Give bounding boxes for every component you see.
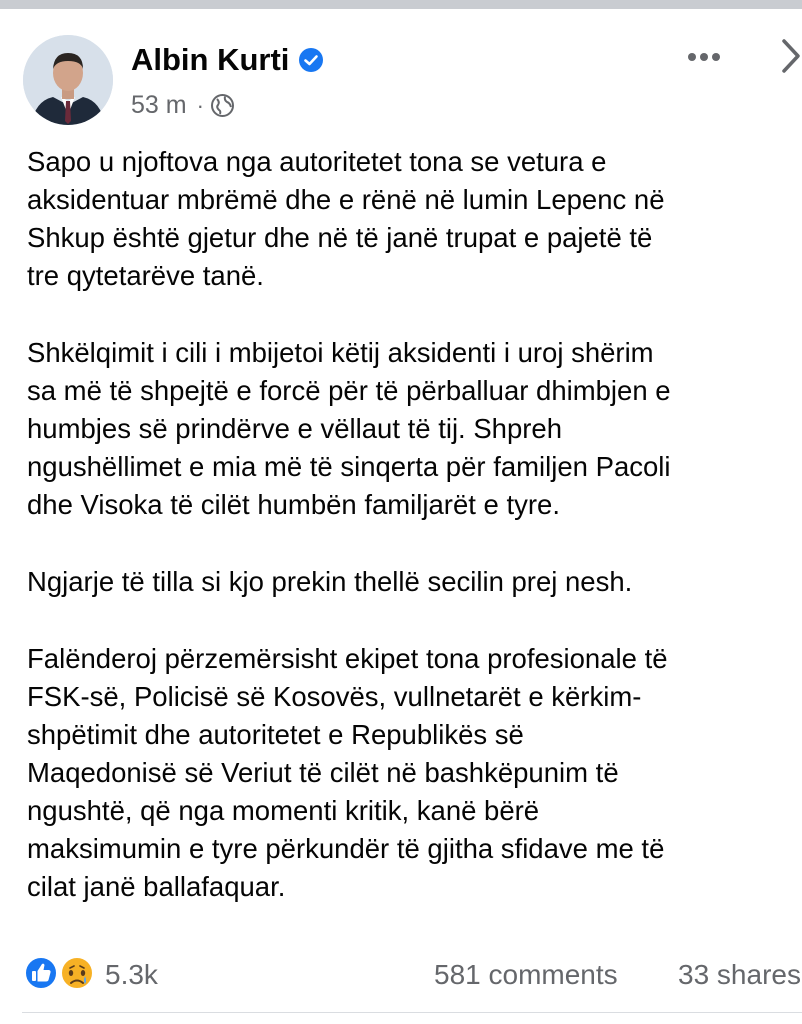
post-paragraph [27,640,802,906]
like-icon [25,957,57,989]
globe-icon [210,93,235,118]
text-line: cilat janë ballafaquar. [27,871,286,902]
text-line: Sapo u njoftova nga autoritetet tona se vetura e [27,146,607,177]
text-line: tre qytetarëve tanë. [27,260,264,291]
text-line: Shkëlqimit i cili i mbijetoi këtij aksidenti i uroj shërim [27,337,654,368]
post-card [0,9,802,1024]
text-line: shpëtimit dhe autoritetet e Republikës së [27,719,524,750]
post-author [131,42,324,78]
post-time[interactable]: 53 m [131,91,187,119]
text-line: aksidentuar mbrëmë dhe e rënë në lumin Lepenc në [27,184,665,215]
avatar[interactable] [23,35,113,125]
post-paragraph [27,143,802,295]
text-line: Maqedonisë së Veriut të cilët në bashkëpunim të [27,757,619,788]
top-strip [0,0,802,9]
post-paragraph [27,334,802,524]
divider [22,1012,802,1013]
text-line: ngushtë, që nga momenti kritik, kanë bërë [27,795,540,826]
post-paragraph [27,563,802,601]
reaction-icons[interactable] [23,955,99,991]
meta-separator: · [196,92,204,118]
sad-icon [61,957,93,989]
comments-count[interactable]: 581 comments [434,959,618,990]
text-line: maksimumin e tyre përkundër të gjitha sfidave me të [27,833,665,864]
text-line: sa më të shpejtë e forcë për të përballuar dhimbjen e [27,375,671,406]
text-line: Ngjarje të tilla si kjo prekin thellë secilin prej nesh. [27,566,633,597]
text-line: humbjes së prindërve e vëllaut të tij. Shpreh [27,413,563,444]
text-line: dhe Visoka të cilët humbën familjarët e tyre. [27,489,560,520]
chevron-right-icon[interactable] [780,35,802,77]
shares-count[interactable]: 33 shares [678,959,801,990]
text-line: Shkup është gjetur dhe në të janë trupat e pajetë të [27,222,653,253]
text-line: ngushëllimet e mia më të sinqerta për familjen Pacoli [27,451,671,482]
post-stats [0,943,802,1003]
reactions-count[interactable]: 5.3k [105,959,158,990]
more-options-icon[interactable] [684,45,724,69]
avatar-photo [23,35,113,125]
verified-badge-icon [298,47,324,73]
text-line: Falënderoj përzemërsisht ekipet tona profesionale të [27,643,668,674]
author-name[interactable]: Albin Kurti [131,42,290,77]
post-text [27,143,802,945]
post-meta [131,91,235,120]
text-line: FSK-së, Policisë së Kosovës, vullnetarët e kërkim- [27,681,642,712]
